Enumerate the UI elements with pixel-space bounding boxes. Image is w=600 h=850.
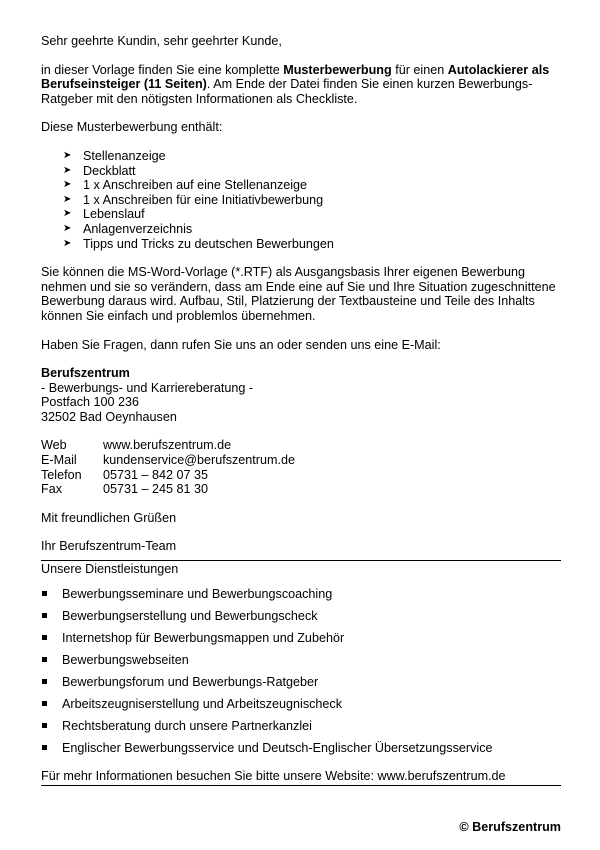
list-item: Bewerbungsseminare und Bewerbungscoaching: [41, 583, 561, 605]
intro-text-1: in dieser Vorlage finden Sie eine komplette: [41, 62, 284, 77]
phone-value: 05731 – 842 07 35: [103, 467, 209, 482]
copyright: © Berufszentrum: [459, 820, 561, 834]
arrow-bullet-icon: ➤: [63, 149, 72, 161]
arrow-bullet-icon: ➤: [63, 222, 72, 234]
signature: Ihr Berufszentrum-Team: [41, 539, 177, 554]
intro-text-3: . Am Ende der Datei finden Sie einen kurzen Bewerbungs-Ratgeber mit den nötigsten Informationen als Checkliste.: [41, 77, 533, 106]
contact-row: [41, 453, 295, 468]
arrow-bullet-icon: ➤: [63, 208, 72, 220]
square-bullet-icon: [42, 701, 47, 706]
arrow-bullet-icon: ➤: [63, 193, 72, 205]
list-item: Arbeitszeugniserstellung und Arbeitszeugnischeck: [41, 693, 561, 715]
company-subtitle: - Bewerbungs- und Karriereberatung -: [41, 380, 254, 395]
contents-list: [41, 149, 561, 251]
intro-paragraph: [41, 63, 561, 107]
web-link[interactable]: www.berufszentrum.de: [103, 438, 232, 453]
list-item: ➤ Anlagenverzeichnis: [63, 221, 193, 236]
services-heading: Unsere Dienstleistungen: [41, 562, 179, 577]
list-item: ➤ Stellenanzeige: [63, 148, 166, 163]
closing: Mit freundlichen Grüßen: [41, 510, 177, 525]
list-item: ➤ Lebenslauf: [63, 207, 145, 222]
list-item: ➤ 1 x Anschreiben für eine Initiativbewerbung: [63, 192, 324, 207]
arrow-bullet-icon: ➤: [63, 237, 72, 249]
square-bullet-icon: [42, 679, 47, 684]
document-page: [41, 34, 561, 786]
greeting: Sehr geehrte Kundin, sehr geehrter Kunde,: [41, 34, 282, 48]
contents-heading: Diese Musterbewerbung enthält:: [41, 120, 223, 135]
list-item: Bewerbungserstellung und Bewerbungscheck: [41, 605, 561, 627]
city: 32502 Bad Oeynhausen: [41, 409, 177, 424]
services-list: [41, 583, 561, 759]
list-item: Bewerbungswebseiten: [41, 649, 561, 671]
list-item: Rechtsberatung durch unsere Partnerkanzlei: [41, 715, 561, 737]
contact-row: [41, 438, 295, 453]
contact-table: [41, 438, 295, 496]
divider: [41, 560, 561, 561]
company-name: Berufszentrum: [41, 366, 130, 381]
contact-label: Web: [41, 438, 67, 453]
contact-row: [41, 482, 295, 497]
square-bullet-icon: [42, 635, 47, 640]
usage-paragraph: Sie können die MS-Word-Vorlage (*.RTF) als Ausgangsbasis Ihrer eigenen Bewerbung nehmen und sie so verändern, dass am Ende eine auf Sie und Ihre Situation zugeschnittene Bewerbung daraus wird. Aufbau, Stil, Platzierung der Textbausteine und Teile des Inhalts können Sie einfach und problemlos übernehmen.: [41, 265, 556, 323]
contact-label: E-Mail: [41, 453, 77, 468]
list-item: Bewerbungsforum und Bewerbungs-Ratgeber: [41, 671, 561, 693]
intro-bold-1: Musterbewerbung: [283, 62, 392, 77]
footer-info: Für mehr Informationen besuchen Sie bitte unsere Website: www.berufszentrum.de: [41, 768, 506, 783]
address-block: [41, 366, 561, 424]
contact-label: Fax: [41, 482, 62, 497]
list-item: ➤ 1 x Anschreiben auf eine Stellenanzeige: [63, 178, 308, 193]
email-link[interactable]: kundenservice@berufszentrum.de: [103, 453, 295, 468]
intro-text-2: für einen: [391, 62, 448, 77]
fax-value: 05731 – 245 81 30: [103, 482, 209, 497]
square-bullet-icon: [42, 657, 47, 662]
list-item: Englischer Bewerbungsservice und Deutsch-Englischer Übersetzungsservice: [41, 737, 561, 759]
questions-paragraph: Haben Sie Fragen, dann rufen Sie uns an oder senden uns eine E-Mail:: [41, 337, 441, 352]
square-bullet-icon: [42, 723, 47, 728]
square-bullet-icon: [42, 613, 47, 618]
square-bullet-icon: [42, 745, 47, 750]
square-bullet-icon: [42, 591, 47, 596]
arrow-bullet-icon: ➤: [63, 164, 72, 176]
arrow-bullet-icon: ➤: [63, 179, 72, 191]
list-item: Internetshop für Bewerbungsmappen und Zubehör: [41, 627, 561, 649]
contact-row: [41, 468, 295, 483]
list-item: ➤ Tipps und Tricks zu deutschen Bewerbungen: [63, 236, 334, 251]
intro-bold-2: Autolackierer als Berufseinsteiger (11 Seiten): [41, 62, 550, 92]
divider: [41, 785, 561, 786]
postbox: Postfach 100 236: [41, 395, 140, 410]
list-item: ➤ Deckblatt: [63, 163, 136, 178]
contact-label: Telefon: [41, 467, 82, 482]
